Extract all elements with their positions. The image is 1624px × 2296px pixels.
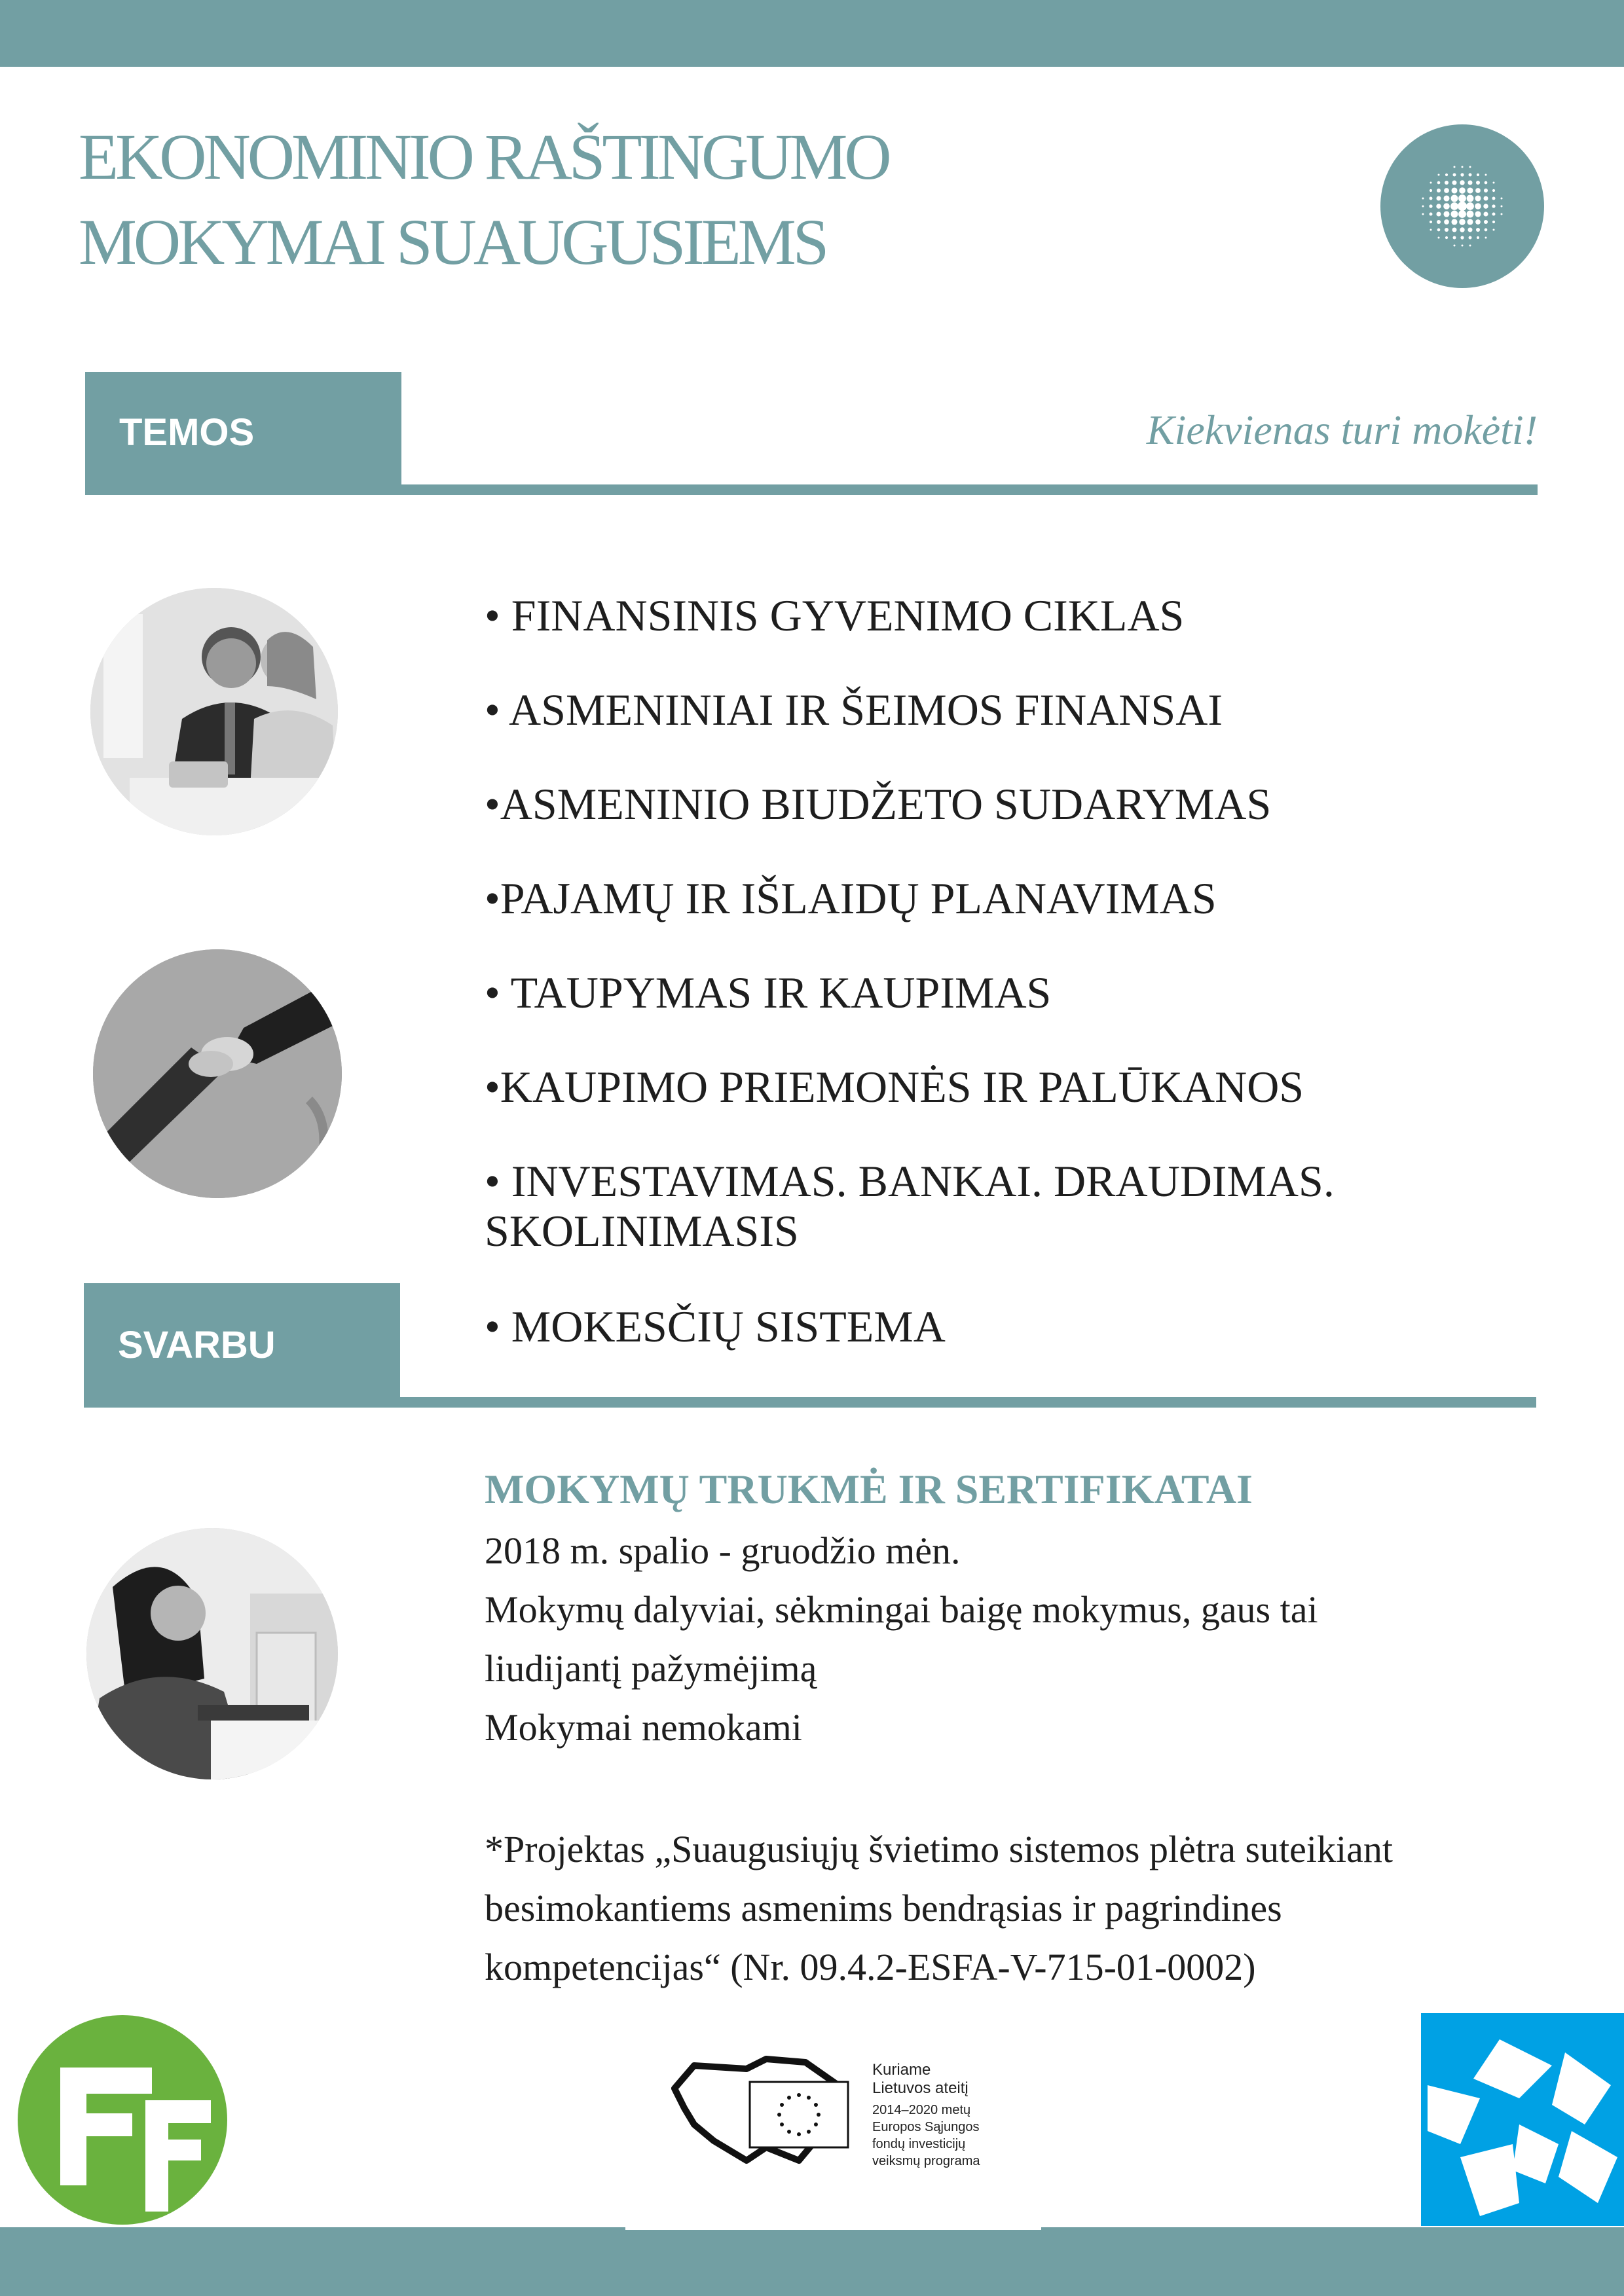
blue-star-logo-icon xyxy=(1421,2013,1624,2226)
project-line: *Projektas „Suaugusiųjų švietimo sistemos plėtra suteikiant xyxy=(485,1828,1393,1870)
dots-pattern xyxy=(1380,124,1544,288)
ff-logo-icon xyxy=(14,2015,231,2225)
motto-text: Kiekvienas turi mokėti! xyxy=(1146,407,1538,453)
topic-item: •PAJAMŲ IR IŠLAIDŲ PLANAVIMAS xyxy=(485,873,1217,923)
info-line: liudijantį pažymėjimą xyxy=(485,1647,817,1690)
eu-line: Europos Sąjungos xyxy=(872,2120,980,2134)
title-line-1: EKONOMINIO RAŠTINGUMO xyxy=(79,120,889,193)
eu-line: 2014–2020 metų xyxy=(872,2103,971,2117)
svarbu-label: SVARBU xyxy=(84,1283,400,1406)
info-line: Mokymų dalyviai, sėkmingai baigę mokymus, gaus tai xyxy=(485,1588,1318,1631)
photo-handshake xyxy=(93,949,342,1198)
lithuania-map-eu-flag xyxy=(668,2049,864,2180)
eu-funds-text xyxy=(872,2061,980,2170)
business-people-illustration xyxy=(90,588,338,835)
eu-line: veiksmų programa xyxy=(872,2154,980,2168)
topic-item: •ASMENINIO BIUDŽETO SUDARYMAS xyxy=(485,779,1272,829)
project-line: besimokantiems asmenims bendrąsias ir pagrindines xyxy=(485,1887,1282,1929)
photo-woman-laptop xyxy=(86,1528,338,1779)
project-line: kompetencijas“ (Nr. 09.4.2-ESFA-V-715-01-0002) xyxy=(485,1946,1256,1988)
title-line-2: MOKYMAI SUAUGUSIEMS xyxy=(79,206,826,278)
topic-item: • MOKESČIŲ SISTEMA xyxy=(485,1302,946,1351)
handshake-illustration xyxy=(93,949,342,1198)
duration-heading: MOKYMŲ TRUKMĖ IR SERTIFIKATAI xyxy=(485,1466,1253,1512)
topics-list xyxy=(485,591,1532,1256)
temos-label: TEMOS xyxy=(85,372,401,493)
blue-star-logo-graphic xyxy=(1421,2013,1624,2226)
dots-circle-icon xyxy=(1380,124,1544,288)
project-note xyxy=(485,1820,1559,1997)
info-line: Mokymai nemokami xyxy=(485,1706,802,1749)
page-title xyxy=(79,115,1061,285)
eu-line: Kuriame xyxy=(872,2061,931,2079)
divider-temos xyxy=(85,484,1538,495)
ff-logo-graphic xyxy=(14,2015,231,2225)
info-line: 2018 m. spalio - gruodžio mėn. xyxy=(485,1529,961,1572)
woman-laptop-illustration xyxy=(86,1528,338,1779)
top-bar xyxy=(0,0,1624,67)
topic-item: • FINANSINIS GYVENIMO CIKLAS xyxy=(485,591,1185,640)
topic-item: •KAUPIMO PRIEMONĖS IR PALŪKANOS xyxy=(485,1062,1304,1112)
topic-item: • TAUPYMAS IR KAUPIMAS xyxy=(485,968,1052,1017)
topic-item: • INVESTAVIMAS. BANKAI. DRAUDIMAS. SKOLINIMASIS xyxy=(485,1156,1335,1256)
eu-line: fondų investicijų xyxy=(872,2137,966,2151)
bottom-bar xyxy=(0,2227,1624,2296)
divider-svarbu xyxy=(84,1397,1536,1408)
photo-business-people xyxy=(90,588,338,835)
course-info xyxy=(485,1522,1545,1757)
eu-line: Lietuvos ateitį xyxy=(872,2079,969,2097)
bottom-bar-gap xyxy=(625,2221,1041,2230)
topic-item: • ASMENINIAI IR ŠEIMOS FINANSAI xyxy=(485,685,1223,735)
